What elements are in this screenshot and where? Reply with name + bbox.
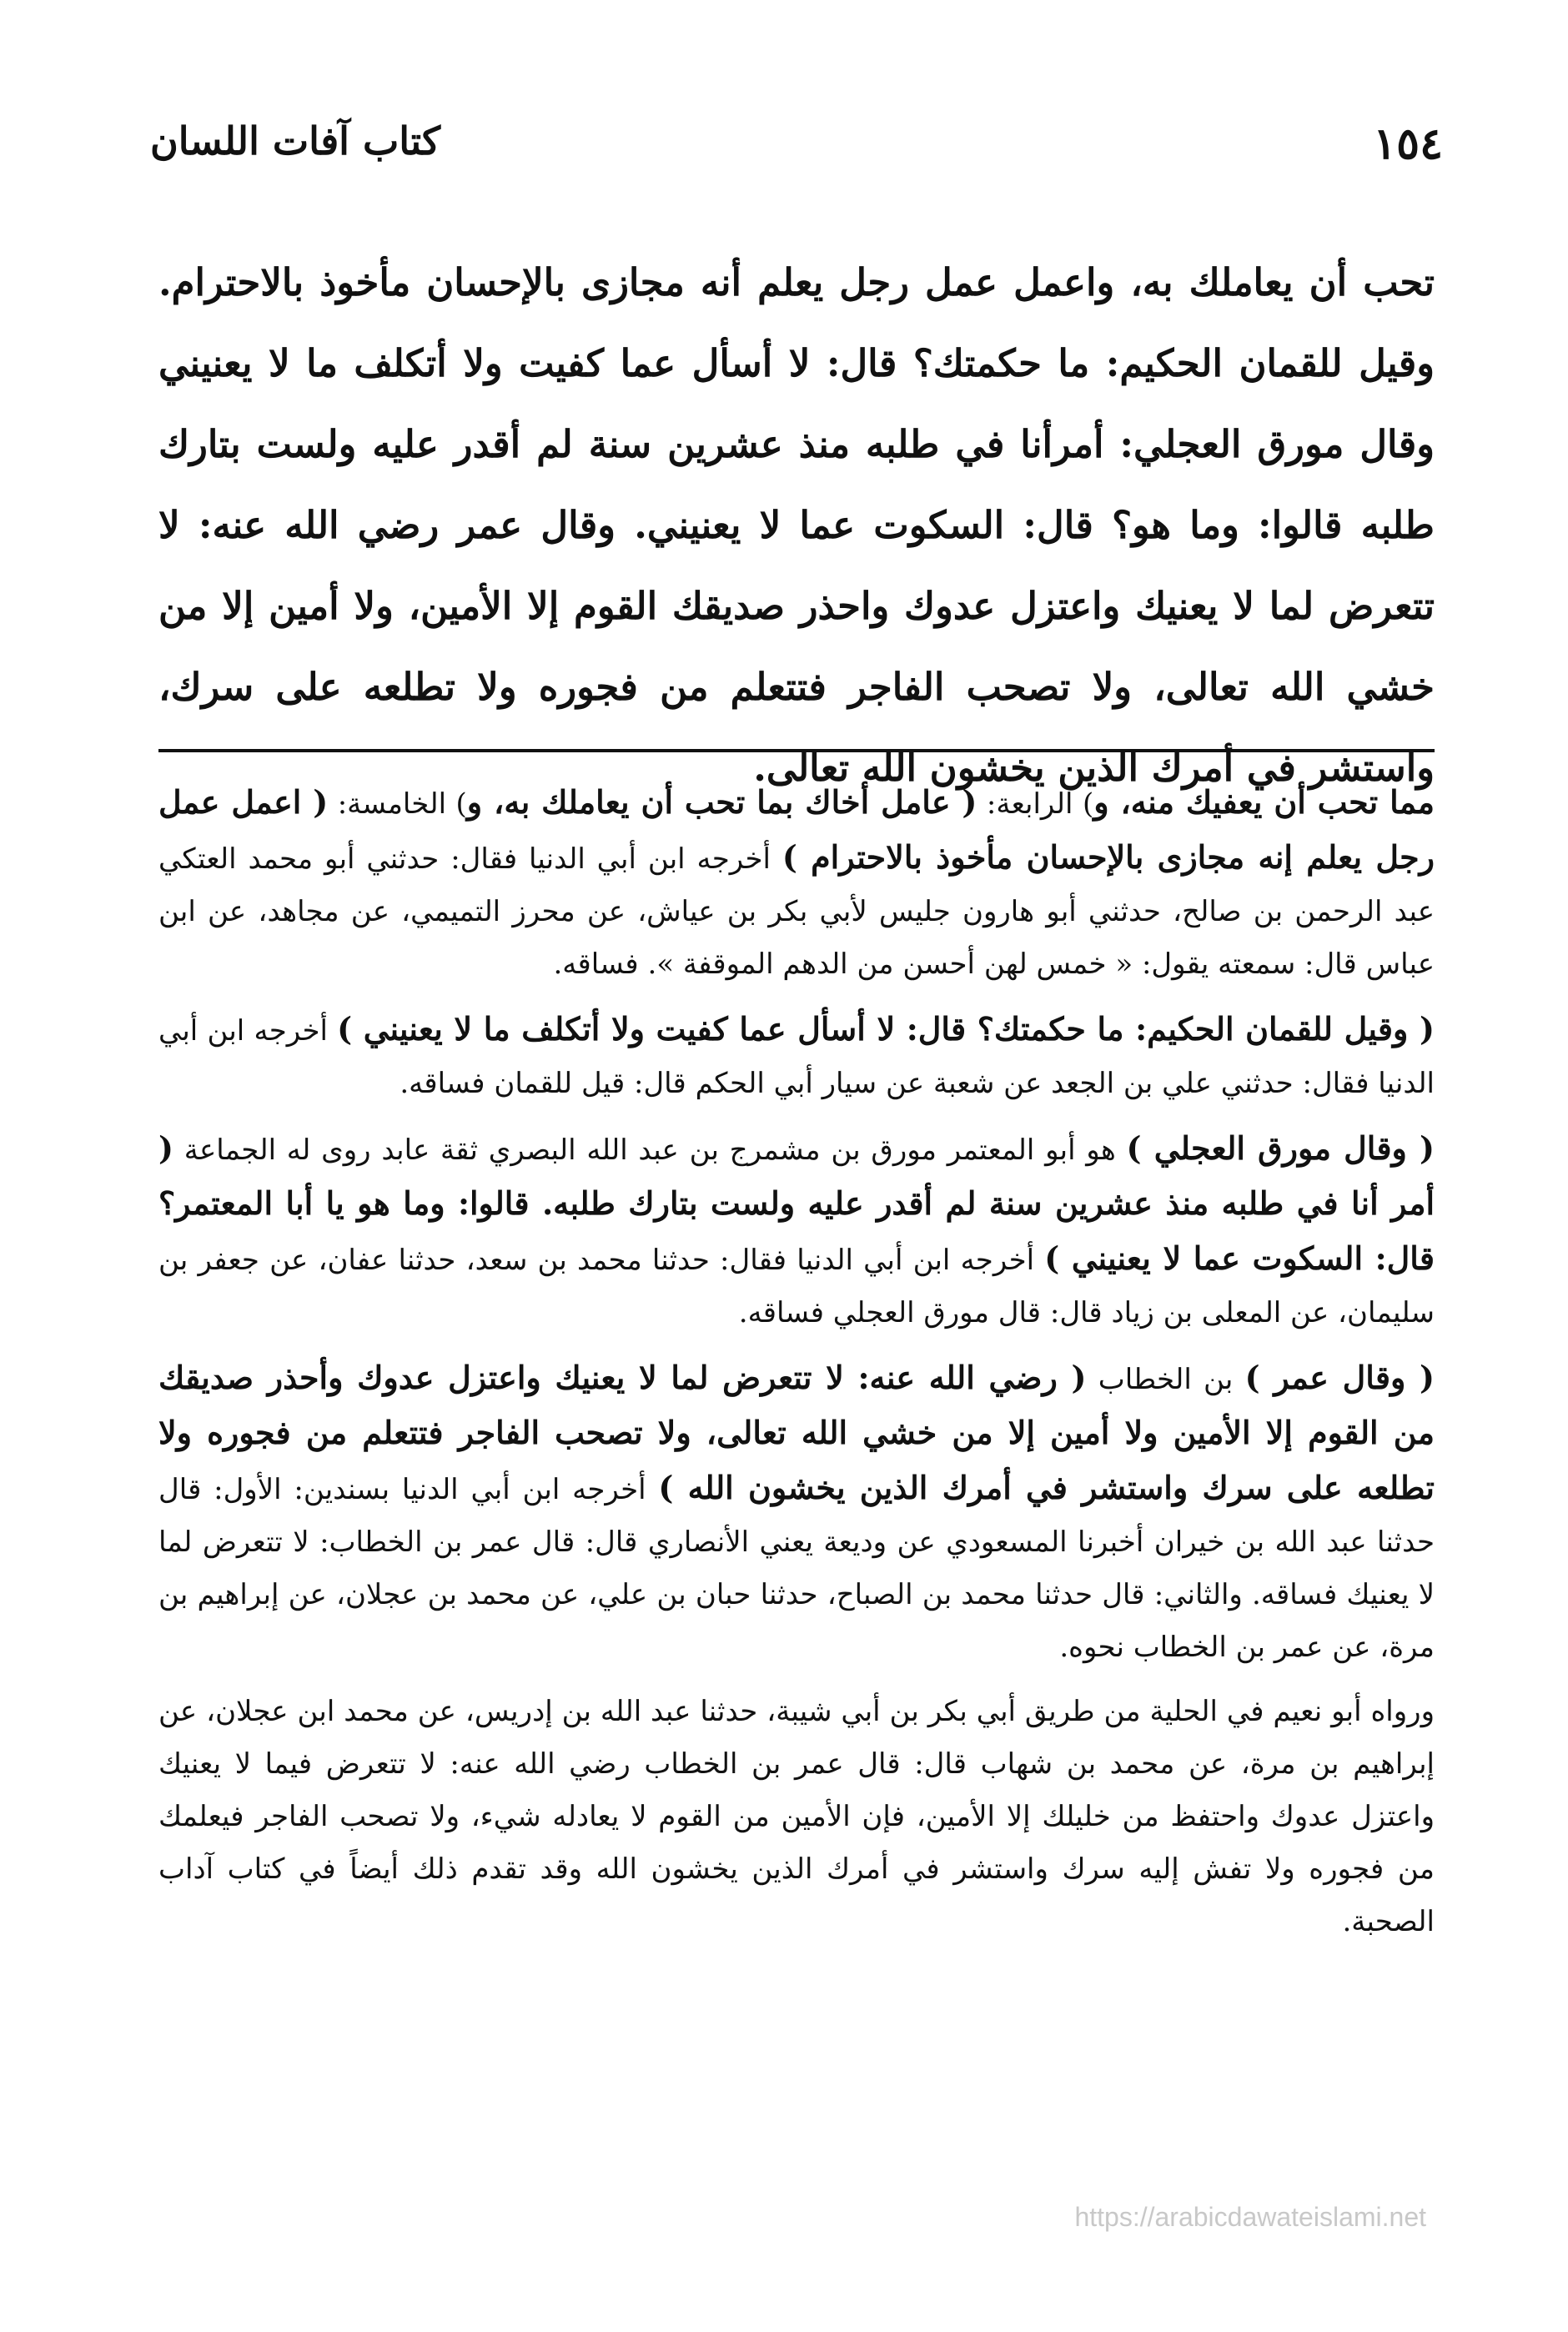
commentary-text: ) الخامسة: bbox=[328, 787, 467, 821]
main-text bbox=[158, 242, 1435, 808]
commentary-paragraph bbox=[158, 1351, 1435, 1674]
running-title: كتاب آفات اللسان bbox=[150, 118, 441, 163]
page-header bbox=[150, 108, 1443, 175]
commentary-lemma: ( اعمل عمل رجل يعلم إنه مجازى بالإحسان مأخوذ بالاحترام ) bbox=[158, 783, 1435, 876]
commentary-lemma: مما تحب أن يعفيك منه، و bbox=[1093, 783, 1435, 821]
commentary-text: أخرجه ابن أبي الدنيا فقال: حدثني علي بن الجعد عن شعبة عن سيار أبي الحكم قال: قيل للقمان فساقه. bbox=[158, 1014, 1435, 1100]
commentary-text: ) الرابعة: bbox=[977, 787, 1094, 821]
main-paragraph: تحب أن يعاملك به، واعمل عمل رجل يعلم أنه مجازى بالإحسان مأخوذ بالاحترام. وقيل للقمان الحكيم: ما حكمتك؟ قال: لا أسأل عما كفيت ولا أتكلف ما لا يعنيني وقال مورق العجلي: أمرأنا في طلبه منذ عشرين سنة لم أقدر عليه ولست بتارك طلبه قالوا: وما هو؟ قال: السكوت عما لا يعنيني. وقال عمر رضي الله عنه: لا تتعرض لما لا يعنيك واعتزل عدوك واحذر صديقك القوم إلا الأمين، ولا أمين إلا من خشي الله تعالى، ولا تصحب الفاجر فتتعلم من فجوره ولا تطلعه على سرك، واستشر في أمرك الذين يخشون الله تعالى. bbox=[158, 260, 1435, 790]
commentary-notes bbox=[158, 776, 1435, 1960]
commentary-text: ورواه أبو نعيم في الحلية من طريق أبي بكر بن أبي شيبة، حدثنا عبد الله بن إدريس، عن محمد ابن عجلان، عن إبراهيم بن مرة، عن محمد بن شهاب قال: قال عمر بن الخطاب رضي الله عنه: لا تتعرض فيما لا يعنيك واعتزل عدوك واحتفظ من خليلك إلا الأمين، فإن الأمين من القوم لا يعادله شيء، ولا تصحب الفاجر فيعلمك من فجوره ولا تفش إليه سرك واستشر في أمرك الذين يخشون الله وقد تقدم ذلك أيضاً في كتاب آداب الصحبة. bbox=[158, 1695, 1435, 1938]
commentary-text: بن الخطاب bbox=[1086, 1363, 1245, 1396]
footnote-separator bbox=[158, 749, 1435, 752]
commentary-paragraph bbox=[158, 776, 1435, 991]
commentary-lemma: ( عامل أخاك بما تحب أن يعاملك به، و bbox=[466, 783, 977, 821]
commentary-paragraph bbox=[158, 1122, 1435, 1339]
watermark-url: https://arabicdawateislami.net bbox=[1074, 2202, 1426, 2232]
commentary-lemma: ( وقال عمر ) bbox=[1244, 1359, 1435, 1396]
commentary-lemma: ( وقيل للقمان الحكيم: ما حكمتك؟ قال: لا أسأل عما كفيت ولا أتكلف ما لا يعنيني ) bbox=[337, 1010, 1435, 1048]
page-number: ١٥٤ bbox=[1373, 118, 1443, 169]
commentary-lemma: ( وقال مورق العجلي ) bbox=[1126, 1129, 1435, 1167]
commentary-lemma: ( أمر أنا في طلبه منذ عشرين سنة لم أقدر عليه ولست بتارك طلبه. قالوا: وما هو يا أبا المعتمر؟ قال: السكوت عما لا يعنيني ) bbox=[158, 1129, 1435, 1277]
commentary-paragraph bbox=[158, 1686, 1435, 1948]
commentary-text: أخرجه ابن أبي الدنيا فقال: حدثنا محمد بن سعد، حدثنا عفان، عن جعفر بن سليمان، عن المعلى بن زياد قال: قال مورق العجلي فساقه. bbox=[158, 1244, 1435, 1329]
commentary-paragraph bbox=[158, 1003, 1435, 1110]
commentary-text: هو أبو المعتمر مورق بن مشمرج بن عبد الله البصري ثقة عابد روى له الجماعة bbox=[173, 1133, 1127, 1167]
commentary-text: أخرجه ابن أبي الدنيا بسندين: الأول: قال حدثنا عبد الله بن خيران أخبرنا المسعودي عن وديعة يعني الأنصاري قال: قال عمر بن الخطاب: لا تتعرض لما لا يعنيك فساقه. والثاني: قال حدثنا محمد بن الصباح، حدثنا حبان بن علي، عن محمد بن عجلان، عن إبراهيم بن مرة، عن عمر بن الخطاب نحوه. bbox=[158, 1473, 1435, 1664]
commentary-lemma: ( رضي الله عنه: لا تتعرض لما لا يعنيك واعتزل عدوك وأحذر صديقك من القوم إلا الأمين ولا أمين إلا من خشي الله تعالى، ولا تصحب الفاجر فتتعلم من فجوره ولا تطلعه على سرك واستشر في أمرك الذين يخشون الله ) bbox=[158, 1359, 1435, 1506]
commentary-text: أخرجه ابن أبي الدنيا فقال: حدثني أبو محمد العتكي عبد الرحمن بن صالح، حدثني أبو هارون جليس لأبي بكر بن عياش، عن محرز التميمي، عن مجاهد، عن ابن عباس قال: سمعته يقول: « خمس لهن أحسن من الدهم الموقفة ». فساقه. bbox=[158, 842, 1435, 981]
